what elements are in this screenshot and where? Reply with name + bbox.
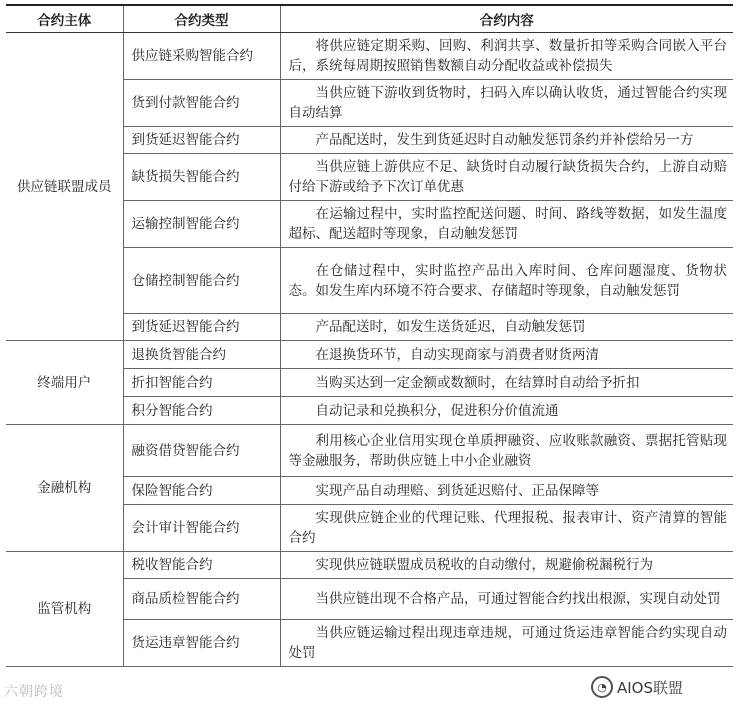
contract-type-cell: 融资借贷智能合约 [123, 425, 280, 477]
table-row [6, 33, 733, 80]
contract-content-cell [280, 127, 733, 154]
contract-type-cell: 积分智能合约 [123, 397, 280, 425]
contract-content-text: 实现供应链联盟成员税收的自动缴付，规避偷税漏税行为 [315, 557, 653, 573]
chat-bubble-icon: ◔ [591, 676, 613, 698]
contract-content-cell [280, 154, 733, 201]
contract-type-cell: 折扣智能合约 [123, 369, 280, 397]
contract-content-cell [280, 505, 733, 552]
watermark-right [591, 673, 731, 701]
contract-content-cell [280, 397, 733, 425]
contract-type-cell: 商品质检智能合约 [123, 579, 280, 620]
contract-content-text: 将供应链定期采购、回购、利润共享、数量折扣等采购合同嵌入平台后，系统每周期按照销售数额自动分配收益或补偿损失 [288, 38, 727, 74]
contract-type-cell: 保险智能合约 [123, 477, 280, 505]
contract-content-cell [280, 620, 733, 667]
contract-type-cell: 仓储控制智能合约 [123, 248, 280, 314]
contract-content-text: 利用核心企业信用实现仓单质押融资、应收账款融资、票据托管贴现等金融服务，帮助供应链上中小企业融资 [288, 432, 727, 469]
contract-content-text: 在仓储过程中，实时监控产品出入库时间、仓库问题湿度、货物状态。如发生库内环境不符合要求、存储超时等现象，自动触发惩罚 [288, 262, 727, 299]
contract-type-cell: 运输控制智能合约 [123, 201, 280, 248]
contract-content-text: 当购买达到一定金额或数额时，在结算时自动给予折扣 [315, 374, 640, 391]
contract-subject-cell: 监管机构 [6, 552, 123, 667]
contract-type-cell: 缺货损失智能合约 [123, 154, 280, 201]
contract-type-cell: 会计审计智能合约 [123, 505, 280, 552]
contract-content-text: 产品配送时，发生到货延迟时自动触发惩罚条约并补偿给另一方 [315, 132, 694, 148]
contract-subject-cell: 金融机构 [6, 425, 123, 552]
table-row [6, 425, 733, 477]
contract-content-text: 当供应链出现不合格产品，可通过智能合约找出根源，实现自动处罚 [315, 591, 721, 607]
table-row [6, 552, 733, 579]
contract-content-cell [280, 201, 733, 248]
contract-type-cell: 供应链采购智能合约 [123, 33, 280, 80]
table-header-row [6, 5, 733, 33]
table-body [6, 33, 733, 667]
contract-content-cell [280, 314, 733, 341]
table-row [6, 341, 733, 369]
contract-content-text: 在运输过程中，实时监控配送问题、时间、路线等数据，如发生温度超标、配送超时等现象，自动触发惩罚 [288, 206, 727, 242]
watermark-right-text: AIOS联盟 [617, 678, 684, 697]
contract-content-text: 当供应链上游供应不足、缺货时自动履行缺货损失合约，上游自动赔付给下游或给予下次订单优惠 [288, 159, 727, 195]
contract-subject-cell: 终端用户 [6, 341, 123, 425]
contract-content-cell [280, 477, 733, 505]
contract-type-cell: 到货延迟智能合约 [123, 314, 280, 341]
contract-content-cell [280, 552, 733, 579]
watermark-left-text: 六朝跨境 [4, 684, 64, 700]
contract-content-cell [280, 248, 733, 314]
contract-content-text: 当供应链运输过程出现违章违规，可通过货运违章智能合约实现自动处罚 [288, 625, 727, 661]
contract-type-cell: 退换货智能合约 [123, 341, 280, 369]
contract-content-cell [280, 33, 733, 80]
contract-type-cell: 到货延迟智能合约 [123, 127, 280, 154]
contract-type-cell: 税收智能合约 [123, 552, 280, 579]
contract-content-text: 当供应链下游收到货物时，扫码入库以确认收货，通过智能合约实现自动结算 [288, 85, 727, 121]
contract-content-cell [280, 80, 733, 127]
contract-content-text: 自动记录和兑换积分，促进积分价值流通 [315, 402, 559, 419]
header-content: 合约内容 [280, 5, 733, 33]
contract-content-cell [280, 341, 733, 369]
contract-content-cell [280, 369, 733, 397]
contract-type-cell: 货到付款智能合约 [123, 80, 280, 127]
contract-content-cell [280, 425, 733, 477]
contract-content-text: 产品配送时，如发生送货延迟，自动触发惩罚 [315, 319, 586, 335]
watermark-left [4, 681, 64, 701]
contract-content-cell [280, 579, 733, 620]
contract-content-text: 在退换货环节，自动实现商家与消费者财货两清 [315, 346, 599, 363]
header-type: 合约类型 [123, 5, 280, 33]
contract-subject-cell: 供应链联盟成员 [6, 33, 123, 341]
contract-content-text: 实现供应链企业的代理记账、代理报税、报表审计、资产清算的智能合约 [288, 510, 727, 546]
contract-content-text: 实现产品自动理赔、到货延迟赔付、正品保障等 [315, 482, 599, 499]
header-subject: 合约主体 [6, 5, 123, 33]
smart-contract-table [6, 4, 733, 667]
contract-type-cell: 货运违章智能合约 [123, 620, 280, 667]
